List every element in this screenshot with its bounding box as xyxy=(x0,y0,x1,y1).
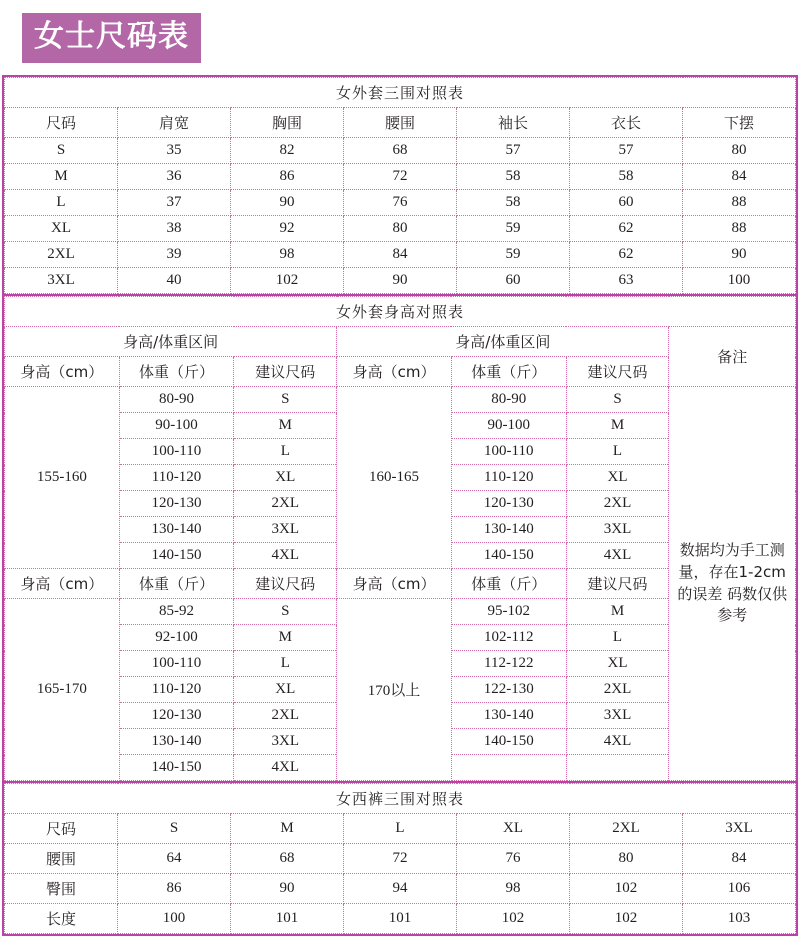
weight-range-cell: 100-110 xyxy=(451,439,566,465)
weight-range-cell: 110-120 xyxy=(119,465,234,491)
weight-range-cell: 100-110 xyxy=(119,651,234,677)
weight-range-cell: 130-140 xyxy=(451,703,566,729)
suggested-size-cell xyxy=(566,755,669,781)
measurement-cell: 68 xyxy=(231,844,344,874)
measurement-cell: 86 xyxy=(231,164,344,190)
measurement-cell: 101 xyxy=(344,904,457,934)
column-header: 体重（斤） xyxy=(119,569,234,599)
weight-range-cell: 80-90 xyxy=(451,387,566,413)
section-title-row xyxy=(5,297,796,327)
weight-range-cell: 112-122 xyxy=(451,651,566,677)
weight-range-cell: 120-130 xyxy=(451,491,566,517)
size-cell: L xyxy=(5,190,118,216)
column-header: 建议尺码 xyxy=(234,569,337,599)
measurement-cell: 98 xyxy=(457,874,570,904)
weight-range-cell: 100-110 xyxy=(119,439,234,465)
measurement-cell: 68 xyxy=(344,138,457,164)
weight-range-cell: 122-130 xyxy=(451,677,566,703)
weight-range-cell: 85-92 xyxy=(119,599,234,625)
measurement-cell: 102 xyxy=(231,268,344,294)
suggested-size-cell: 2XL xyxy=(566,491,669,517)
column-header: 体重（斤） xyxy=(119,357,234,387)
measurement-cell: 64 xyxy=(118,844,231,874)
measurement-cell: 72 xyxy=(344,844,457,874)
measurement-cell: 100 xyxy=(118,904,231,934)
measurement-cell: 60 xyxy=(570,190,683,216)
table-row xyxy=(5,242,796,268)
measurement-cell: 82 xyxy=(231,138,344,164)
measurement-cell: 88 xyxy=(683,216,796,242)
measurement-cell: 63 xyxy=(570,268,683,294)
measurement-cell: 80 xyxy=(344,216,457,242)
suggested-size-cell: 2XL xyxy=(234,703,337,729)
table-row xyxy=(5,387,796,413)
column-header: 尺码 xyxy=(5,108,118,138)
table-row xyxy=(5,164,796,190)
suggested-size-cell: 4XL xyxy=(234,755,337,781)
jacket-measurement-title: 女外套三围对照表 xyxy=(5,78,796,108)
weight-range-cell: 140-150 xyxy=(119,755,234,781)
column-header: 身高（cm） xyxy=(5,357,120,387)
weight-range-cell: 110-120 xyxy=(119,677,234,703)
column-header: L xyxy=(344,814,457,844)
suggested-size-cell: 3XL xyxy=(566,703,669,729)
measurement-label-cell: 臀围 xyxy=(5,874,118,904)
weight-range-cell: 80-90 xyxy=(119,387,234,413)
group-header: 身高/体重区间 xyxy=(337,327,669,357)
suggested-size-cell: M xyxy=(566,599,669,625)
height-range-cell: 160-165 xyxy=(337,387,452,569)
height-range-cell: 155-160 xyxy=(5,387,120,569)
measurement-cell: 102 xyxy=(570,904,683,934)
weight-range-cell: 130-140 xyxy=(119,729,234,755)
trousers-measurement-chart xyxy=(2,783,798,936)
measurement-cell: 59 xyxy=(457,216,570,242)
table-row xyxy=(5,874,796,904)
column-header: 身高（cm） xyxy=(337,357,452,387)
weight-range-cell: 120-130 xyxy=(119,491,234,517)
jacket-height-title: 女外套身高对照表 xyxy=(5,297,796,327)
suggested-size-cell: M xyxy=(566,413,669,439)
measurement-cell: 98 xyxy=(231,242,344,268)
suggested-size-cell: S xyxy=(566,387,669,413)
table-row xyxy=(5,268,796,294)
size-cell: S xyxy=(5,138,118,164)
weight-range-cell: 110-120 xyxy=(451,465,566,491)
suggested-size-cell: XL xyxy=(566,465,669,491)
measurement-cell: 106 xyxy=(683,874,796,904)
suggested-size-cell: 3XL xyxy=(566,517,669,543)
page-title: 女士尺码表 xyxy=(22,13,201,63)
group-header: 身高/体重区间 xyxy=(5,327,337,357)
weight-range-cell: 102-112 xyxy=(451,625,566,651)
measurement-label-cell: 腰围 xyxy=(5,844,118,874)
suggested-size-cell: 2XL xyxy=(234,491,337,517)
measurement-cell: 90 xyxy=(231,190,344,216)
measurement-cell: 84 xyxy=(683,164,796,190)
measurement-cell: 58 xyxy=(457,164,570,190)
measurement-cell: 62 xyxy=(570,216,683,242)
measurement-cell: 38 xyxy=(118,216,231,242)
measurement-cell: 62 xyxy=(570,242,683,268)
column-header: 体重（斤） xyxy=(451,569,566,599)
measurement-cell: 102 xyxy=(457,904,570,934)
jacket-measurement-table xyxy=(4,77,796,294)
suggested-size-cell: L xyxy=(234,439,337,465)
weight-range-cell: 140-150 xyxy=(451,543,566,569)
suggested-size-cell: 4XL xyxy=(234,543,337,569)
suggested-size-cell: 2XL xyxy=(566,677,669,703)
section-title-row xyxy=(5,78,796,108)
column-header: 3XL xyxy=(683,814,796,844)
note-header: 备注 xyxy=(669,327,796,387)
table-row xyxy=(5,138,796,164)
weight-range-cell: 140-150 xyxy=(451,729,566,755)
measurement-cell: 35 xyxy=(118,138,231,164)
measurement-cell: 40 xyxy=(118,268,231,294)
suggested-size-cell: L xyxy=(234,651,337,677)
measurement-cell: 84 xyxy=(683,844,796,874)
suggested-size-cell: XL xyxy=(234,465,337,491)
measurement-cell: 103 xyxy=(683,904,796,934)
measurement-cell: 37 xyxy=(118,190,231,216)
table-header-row xyxy=(5,108,796,138)
measurement-cell: 102 xyxy=(570,874,683,904)
suggested-size-cell: 4XL xyxy=(566,543,669,569)
measurement-cell: 88 xyxy=(683,190,796,216)
jacket-height-chart xyxy=(2,296,798,783)
note-cell: 数据均为手工测量，存在1-2cm的误差 码数仅供参考 xyxy=(669,387,796,781)
jacket-height-table xyxy=(4,296,796,781)
weight-range-cell: 92-100 xyxy=(119,625,234,651)
suggested-size-cell: 3XL xyxy=(234,517,337,543)
column-header: 腰围 xyxy=(344,108,457,138)
column-header: 下摆 xyxy=(683,108,796,138)
column-header: 建议尺码 xyxy=(566,357,669,387)
measurement-cell: 72 xyxy=(344,164,457,190)
measurement-cell: 57 xyxy=(570,138,683,164)
measurement-cell: 90 xyxy=(344,268,457,294)
measurement-cell: 58 xyxy=(457,190,570,216)
measurement-cell: 36 xyxy=(118,164,231,190)
suggested-size-cell: M xyxy=(234,413,337,439)
suggested-size-cell: S xyxy=(234,599,337,625)
measurement-cell: 86 xyxy=(118,874,231,904)
measurement-cell: 60 xyxy=(457,268,570,294)
trousers-measurement-table xyxy=(4,783,796,934)
column-header: 肩宽 xyxy=(118,108,231,138)
column-header: 胸围 xyxy=(231,108,344,138)
measurement-cell: 90 xyxy=(231,874,344,904)
weight-range-cell: 120-130 xyxy=(119,703,234,729)
suggested-size-cell: S xyxy=(234,387,337,413)
column-header: 建议尺码 xyxy=(566,569,669,599)
table-row xyxy=(5,844,796,874)
weight-range-cell: 90-100 xyxy=(119,413,234,439)
measurement-cell: 80 xyxy=(683,138,796,164)
suggested-size-cell: XL xyxy=(234,677,337,703)
height-range-cell: 170以上 xyxy=(337,599,452,781)
column-header: 衣长 xyxy=(570,108,683,138)
column-header: XL xyxy=(457,814,570,844)
measurement-cell: 90 xyxy=(683,242,796,268)
weight-range-cell: 140-150 xyxy=(119,543,234,569)
section-title-row xyxy=(5,784,796,814)
size-cell: XL xyxy=(5,216,118,242)
jacket-measurement-chart xyxy=(2,75,798,296)
measurement-cell: 58 xyxy=(570,164,683,190)
suggested-size-cell: L xyxy=(566,439,669,465)
measurement-cell: 76 xyxy=(344,190,457,216)
column-header: 体重（斤） xyxy=(451,357,566,387)
trousers-measurement-title: 女西裤三围对照表 xyxy=(5,784,796,814)
suggested-size-cell: L xyxy=(566,625,669,651)
column-header: 尺码 xyxy=(5,814,118,844)
measurement-cell: 100 xyxy=(683,268,796,294)
column-header: 2XL xyxy=(570,814,683,844)
table-header-row xyxy=(5,814,796,844)
height-range-cell: 165-170 xyxy=(5,599,120,781)
column-header: 身高（cm） xyxy=(5,569,120,599)
table-row xyxy=(5,190,796,216)
measurement-label-cell: 长度 xyxy=(5,904,118,934)
measurement-cell: 84 xyxy=(344,242,457,268)
measurement-cell: 92 xyxy=(231,216,344,242)
measurement-cell: 57 xyxy=(457,138,570,164)
suggested-size-cell: 3XL xyxy=(234,729,337,755)
column-header: S xyxy=(118,814,231,844)
size-cell: 2XL xyxy=(5,242,118,268)
size-cell: M xyxy=(5,164,118,190)
column-header: M xyxy=(231,814,344,844)
table-row xyxy=(5,216,796,242)
column-header: 建议尺码 xyxy=(234,357,337,387)
table-row xyxy=(5,904,796,934)
column-header: 袖长 xyxy=(457,108,570,138)
weight-range-cell: 130-140 xyxy=(451,517,566,543)
suggested-size-cell: M xyxy=(234,625,337,651)
weight-range-cell: 95-102 xyxy=(451,599,566,625)
weight-range-cell xyxy=(451,755,566,781)
group-header-row xyxy=(5,327,796,357)
suggested-size-cell: XL xyxy=(566,651,669,677)
measurement-cell: 94 xyxy=(344,874,457,904)
suggested-size-cell: 4XL xyxy=(566,729,669,755)
weight-range-cell: 130-140 xyxy=(119,517,234,543)
weight-range-cell: 90-100 xyxy=(451,413,566,439)
page-title-container xyxy=(0,0,800,75)
measurement-cell: 101 xyxy=(231,904,344,934)
column-header: 身高（cm） xyxy=(337,569,452,599)
measurement-cell: 39 xyxy=(118,242,231,268)
measurement-cell: 76 xyxy=(457,844,570,874)
measurement-cell: 80 xyxy=(570,844,683,874)
size-cell: 3XL xyxy=(5,268,118,294)
measurement-cell: 59 xyxy=(457,242,570,268)
